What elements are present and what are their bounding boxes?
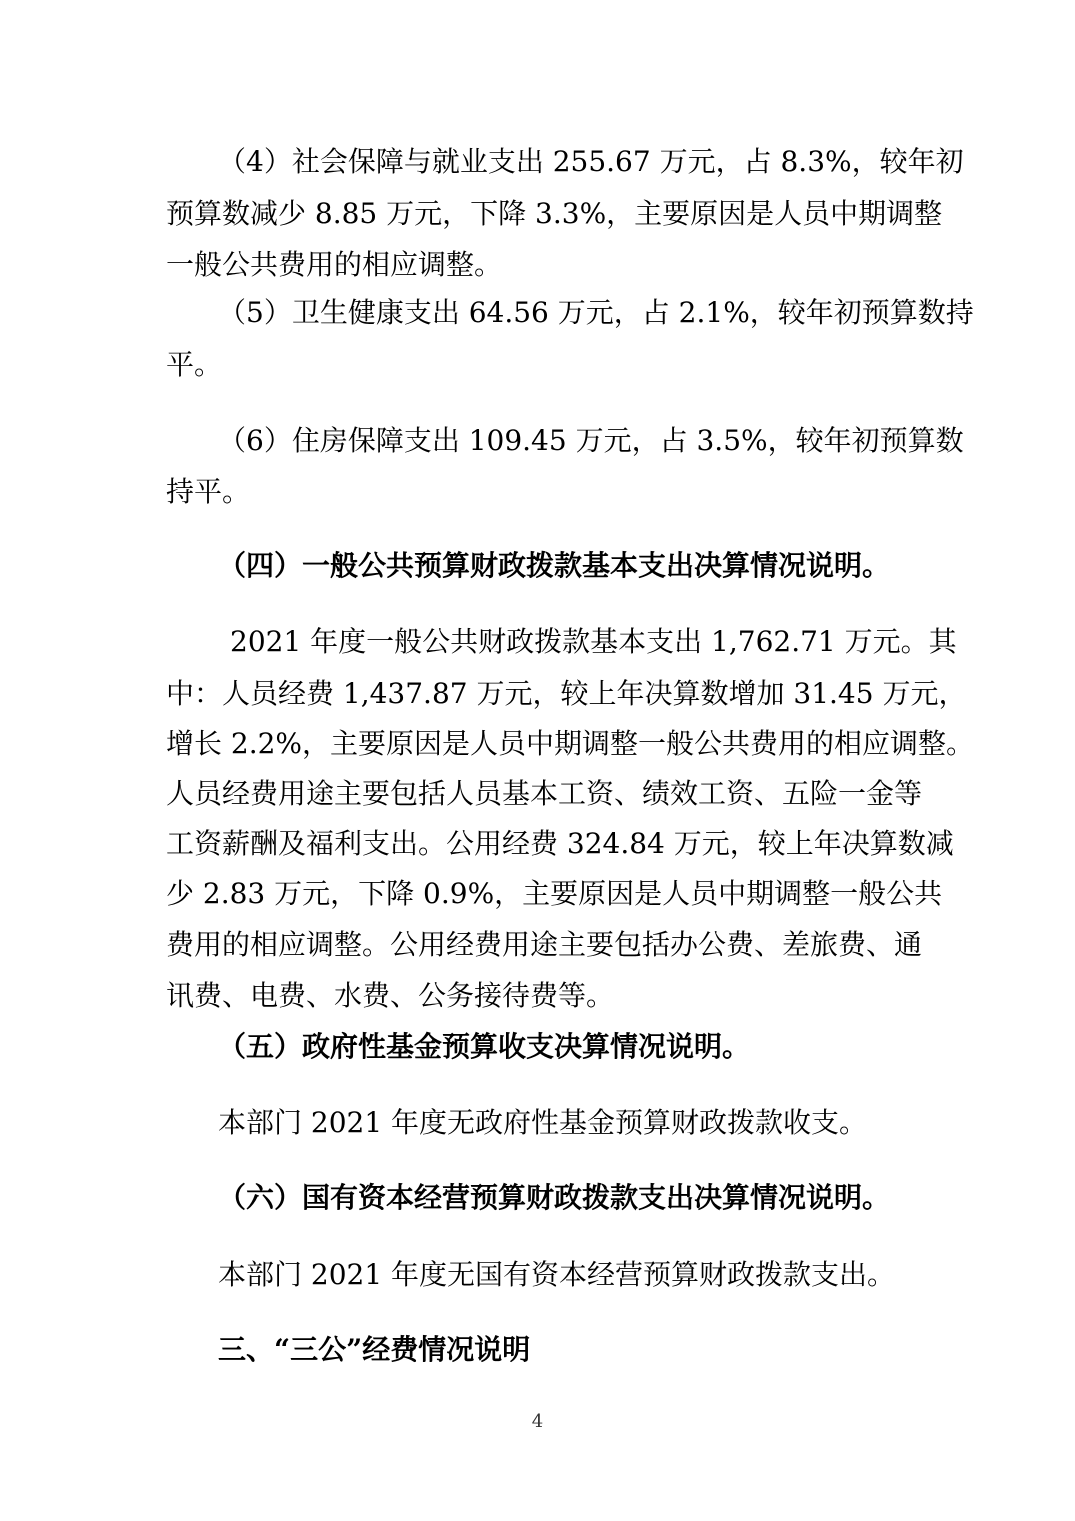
paragraph-line: 增长 2.2%，主要原因是人员中期调整一般公共费用的相应调整。: [166, 727, 975, 760]
paragraph-line: 一般公共费用的相应调整。: [166, 248, 503, 281]
paragraph-line: （5）卫生健康支出 64.56 万元，占 2.1%，较年初预算数持: [218, 296, 974, 329]
page-number: 4: [531, 1411, 544, 1432]
paragraph-line: 本部门 2021 年度无国有资本经营预算财政拨款支出。: [218, 1258, 896, 1291]
section-heading: （五）政府性基金预算收支决算情况说明。: [218, 1030, 751, 1063]
paragraph-line: 费用的相应调整。公用经费用途主要包括办公费、差旅费、通: [166, 928, 923, 961]
paragraph-line: 2021 年度一般公共财政拨款基本支出 1,762.71 万元。其: [230, 625, 957, 658]
section-heading: （四）一般公共预算财政拨款基本支出决算情况说明。: [218, 549, 891, 582]
paragraph-line: 讯费、电费、水费、公务接待费等。: [166, 979, 615, 1012]
paragraph-line: 少 2.83 万元，下降 0.9%，主要原因是人员中期调整一般公共: [166, 877, 943, 910]
paragraph-line: 工资薪酬及福利支出。公用经费 324.84 万元，较上年决算数减: [166, 827, 954, 860]
paragraph-line: 平。: [166, 348, 223, 381]
paragraph-line: 本部门 2021 年度无政府性基金预算财政拨款收支。: [218, 1106, 868, 1139]
section-heading: （六）国有资本经营预算财政拨款支出决算情况说明。: [218, 1181, 891, 1214]
section-heading: 三、“三公”经费情况说明: [218, 1333, 531, 1366]
paragraph-line: 预算数减少 8.85 万元，下降 3.3%，主要原因是人员中期调整: [166, 197, 943, 230]
paragraph-line: 中：人员经费 1,437.87 万元，较上年决算数增加 31.45 万元，: [166, 677, 967, 710]
paragraph-line: 持平。: [166, 475, 251, 508]
paragraph-line: （4）社会保障与就业支出 255.67 万元，占 8.3%，较年初: [218, 145, 964, 178]
paragraph-line: （6）住房保障支出 109.45 万元，占 3.5%，较年初预算数: [218, 424, 964, 457]
paragraph-line: 人员经费用途主要包括人员基本工资、绩效工资、五险一金等: [166, 777, 923, 810]
